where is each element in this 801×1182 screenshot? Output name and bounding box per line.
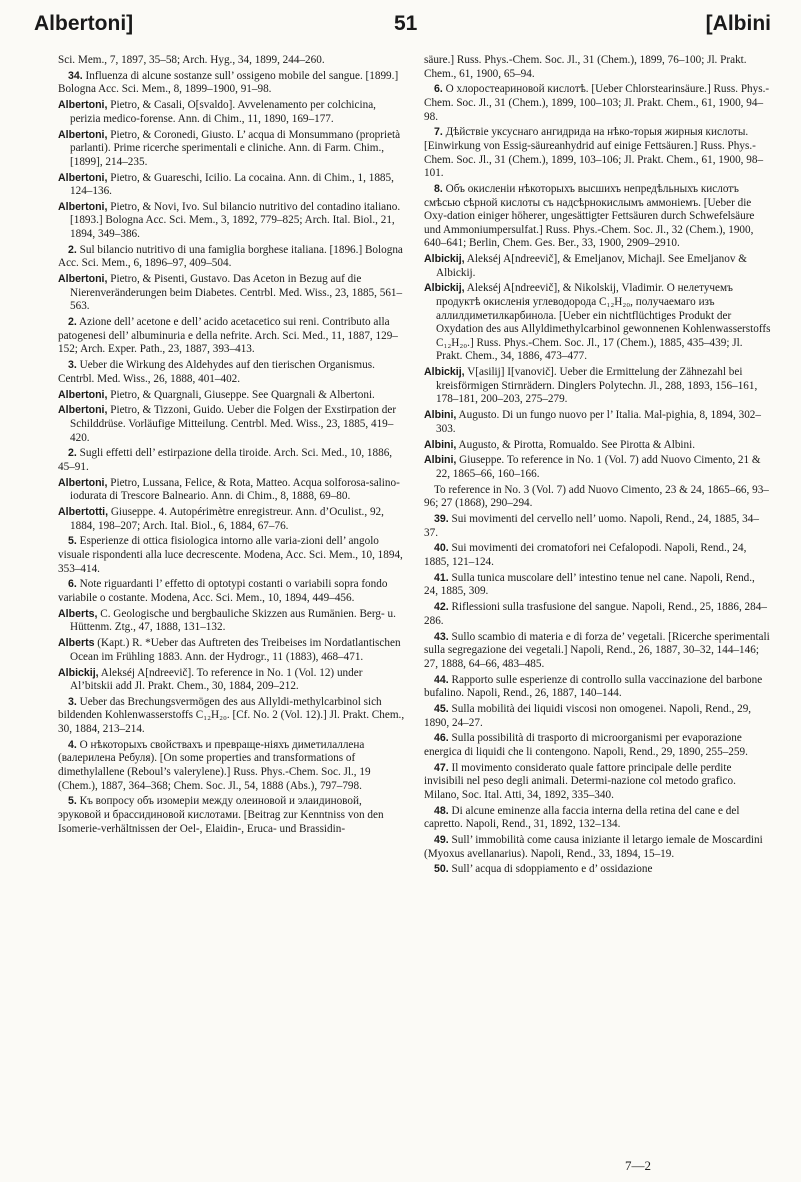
numbered-paper bbox=[424, 83, 771, 124]
bibliography-entry bbox=[58, 404, 405, 445]
author-name: Alberts bbox=[58, 637, 95, 650]
numbered-paper bbox=[58, 316, 405, 357]
entry-text: (Kapt.) R. *Ueber das Auftreten des Treibeises im Nordatlantischen Ocean im Frühling 1883. Ann. der Hydrogr., 11 (1883), 468–471. bbox=[70, 637, 401, 663]
paper-number: 46. bbox=[434, 732, 449, 745]
author-name: Albertoni, bbox=[58, 200, 108, 213]
paper-text: Sull’ immobilità come causa iniziante il letargo iemale de Moscardini (Myoxus avellanarius). Napoli, Rend., 33, 1894, 15–19. bbox=[424, 834, 763, 860]
paper-text: Rapporto sulle esperienze di controllo sulla vaccinazione del barbone bufalino. Napoli, Rend., 26, 1887, 140–144. bbox=[424, 673, 763, 700]
author-name: Albickij, bbox=[424, 282, 465, 295]
continued-text: säure.] Russ. Phys.-Chem. Soc. Jl., 31 (Chem.), 1899, 76–100; Jl. Prakt. Chem., 61, 1900, 65–94. bbox=[424, 54, 747, 80]
author-name: Albini, bbox=[424, 438, 457, 451]
paper-number: 5. bbox=[68, 795, 77, 808]
bibliography-entry bbox=[424, 454, 771, 481]
entry-text: Alekséj A[ndreevič]. To reference in No. 1 (Vol. 12) under Al’bitskii add Jl. Prakt. Chem., 30, 1884, 209–212. bbox=[70, 666, 363, 693]
paper-number: 42. bbox=[434, 601, 449, 614]
entry-text: Pietro, & Tizzoni, Guido. Ueber die Folgen der Exstirpation der Schilddrüse. Vorläufige Mitteilung. Centrbl. Med. Wiss., 23, 1885, 419–420. bbox=[70, 404, 397, 444]
paper-text: Sull’ acqua di sdoppiamento e d’ ossidazione bbox=[448, 863, 653, 876]
paper-number: 6. bbox=[434, 83, 443, 96]
paper-number: 3. bbox=[68, 359, 77, 372]
paper-number: 6. bbox=[68, 578, 77, 591]
paper-number: 47. bbox=[434, 761, 449, 774]
author-name: Albertoni, bbox=[58, 404, 108, 417]
header-left: Albertoni] bbox=[34, 12, 134, 35]
paper-text: Di alcune eminenze alla faccia interna della retina del cane e del capretto. Napoli, Rend., 31, 1892, 132–134. bbox=[424, 804, 740, 831]
paper-text: Influenza di alcune sostanze sull’ ossigeno mobile del sangue. [1899.] Bologna Acc. Sci. Mem., 8, 1899–1900, 91–98. bbox=[58, 69, 399, 96]
columns bbox=[58, 54, 771, 879]
numbered-paper bbox=[58, 578, 405, 605]
paper-number: 34. bbox=[68, 69, 83, 82]
numbered-paper bbox=[424, 183, 771, 251]
bibliography-entry bbox=[58, 389, 405, 403]
author-name: Albertoni, bbox=[58, 476, 108, 489]
bibliography-entry bbox=[58, 667, 405, 694]
numbered-paper bbox=[58, 696, 405, 737]
paper-number: 43. bbox=[434, 630, 449, 643]
bibliography-entry bbox=[424, 253, 771, 280]
signature-mark: 7—2 bbox=[625, 1158, 651, 1173]
entry-text: Pietro, & Casali, O[svaldo]. Avvelenamento per colchicina, perizia medico-forense. Ann. di Chim., 11, 1890, 169–177. bbox=[70, 99, 376, 125]
author-name: Albini, bbox=[424, 409, 457, 422]
paper-number: 40. bbox=[434, 542, 449, 555]
entry-text: Augusto. Di un fungo nuovo per l’ Italia. Mal-pighia, 8, 1894, 302–303. bbox=[436, 409, 761, 435]
paper-text: Riflessioni sulla trasfusione del sangue. Napoli, Rend., 25, 1886, 284–286. bbox=[424, 601, 767, 627]
bibliography-entry bbox=[58, 172, 405, 199]
bibliography-entry bbox=[58, 129, 405, 170]
paper-number: 39. bbox=[434, 513, 449, 526]
reference-note: To reference in No. 3 (Vol. 7) add Nuovo Cimento, 23 & 24, 1865–66, 93–96; 27 (1868), 290–294. bbox=[424, 483, 769, 510]
numbered-paper bbox=[424, 805, 771, 832]
entry-text: Alekséj A[ndreevič], & Nikolskij, Vladimir. О нелетучемъ продуктѣ окисленія углеводорода C₁₂H₂₀, получаемаго изъ аллилдиметилкарбинола. [Ueber ein nichtflüchtiges Produkt der Oxydation des aus Allyldimethylcarbinol gewonnenen Kohlenwasserstoffs C₁₂H₂₀.] Russ. Phys.-Chem. Soc. Jl., 17 (Chem.), 1885, 435–439; Jl. Prakt. Chem., 34, 1886, 473–477. bbox=[436, 282, 771, 363]
paper-number: 2. bbox=[68, 447, 77, 460]
entry-text: Augusto, & Pirotta, Romualdo. See Pirotta & Albini. bbox=[456, 438, 696, 451]
author-name: Albertoni, bbox=[58, 388, 108, 401]
paper-text: Sui movimenti dei cromatofori nei Cefalopodi. Napoli, Rend., 24, 1885, 121–124. bbox=[424, 542, 747, 569]
paper-number: 48. bbox=[434, 804, 449, 817]
bibliography-entry bbox=[58, 506, 405, 533]
author-name: Albickij, bbox=[424, 366, 465, 379]
paper-text: Объ окисленіи нѣкоторыхъ высшихъ непредѣльныхъ кислотъ смѣсью сѣрной кислоты съ надсѣрнокислымъ аммоніемъ. [Ueber die Oxy-dation einiger höherer, ungesättigter Fettsäuren durch Schwefelsäure und Ammoniumpersulfat.] Russ. Phys.-Chem. Soc. Jl., 32 (Chem.), 1900, 640–641; Berlin, Chem. Ges. Ber., 33, 1900, 2909–2910. bbox=[424, 182, 755, 250]
author-name: Albertoni, bbox=[58, 128, 108, 141]
author-name: Albickij, bbox=[58, 666, 99, 679]
paper-number: 2. bbox=[68, 243, 77, 256]
paper-text: Ueber das Brechungsvermögen des aus Allyldi-methylcarbinol sich bildenden Kohlenwasserstoffs C₁₂H₂₀. [Cf. No. 2 (Vol. 12).] Jl. Prakt. Chem., 30, 1884, 213–214. bbox=[58, 695, 405, 736]
author-name: Albertoni, bbox=[58, 273, 108, 286]
numbered-paper bbox=[424, 631, 771, 672]
entry-text: Giuseppe. To reference in No. 1 (Vol. 7) add Nuovo Cimento, 21 & 22, 1865–66, 160–166. bbox=[436, 454, 761, 480]
entry-text: Alekséj A[ndreevič], & Emeljanov, Michajl. See Emeljanov & Albickij. bbox=[436, 253, 747, 279]
running-header bbox=[34, 6, 771, 46]
paper-number: 2. bbox=[68, 316, 77, 329]
paper-number: 41. bbox=[434, 571, 449, 584]
numbered-paper bbox=[58, 795, 405, 836]
right-column bbox=[424, 54, 771, 879]
bibliography-entry bbox=[424, 439, 771, 453]
entry-text: Pietro, Lussana, Felice, & Rota, Matteo. Acqua solforosa-salino-iodurata di Trescore Balneario. Ann. di Chim., 8, 1888, 69–80. bbox=[70, 476, 400, 503]
paper-text: Il movimento considerato quale fattore principale delle perdite invisibili nel peso degli animali. Determi-nazione col metodo grafico. Milano, Soc. Ital. Atti, 34, 1892, 335–340. bbox=[424, 761, 736, 801]
bibliography-entry bbox=[58, 273, 405, 314]
bibliography-entry bbox=[58, 637, 405, 664]
author-name: Albertotti, bbox=[58, 506, 109, 519]
bibliography-entry bbox=[58, 99, 405, 126]
continued-text: Sci. Mem., 7, 1897, 35–58; Arch. Hyg., 34, 1899, 244–260. bbox=[58, 54, 325, 66]
entry-text: Giuseppe. 4. Autopérimètre enregistreur. Ann. d’Oculist., 92, 1884, 198–207; Arch. Ital. Biol., 6, 1884, 67–76. bbox=[70, 506, 384, 532]
numbered-paper bbox=[424, 513, 771, 540]
bibliography-entry bbox=[424, 366, 771, 407]
paper-number: 4. bbox=[68, 738, 77, 751]
bibliography-entry bbox=[58, 477, 405, 504]
bibliography-entry bbox=[58, 608, 405, 635]
paper-number: 3. bbox=[68, 695, 77, 708]
entry-text: Pietro, & Novi, Ivo. Sul bilancio nutritivo del contadino italiano. [1893.] Bologna Acc. Sci. Mem., 3, 1892, 779–825; Arch. Ital. Biol., 21, 1894, 349–386. bbox=[70, 200, 401, 241]
paper-text: Azione dell’ acetone e dell’ acido acetacetico sui reni. Contributo alla patogenesi dell’ albuminuria e della nefrite. Arch. Sci. Med., 11, 1887, 129–152; Arch. Exper. Path., 23, 1887, 393–413. bbox=[58, 316, 398, 356]
numbered-paper bbox=[424, 126, 771, 180]
left-column bbox=[58, 54, 405, 879]
numbered-paper bbox=[424, 572, 771, 599]
paper-text: Sullo scambio di materia e di forza de’ vegetali. [Ricerche sperimentali sulla segregazione dei vegetali.] Napoli, Rend., 26, 1887, 30–32, 144–146; 27, 1888, 64–66, 483–485. bbox=[424, 630, 770, 670]
entry-text: C. Geologische und bergbauliche Skizzen aus Rumänien. Berg- u. Hüttenm. Ztg., 47, 1888, 131–132. bbox=[70, 607, 396, 634]
author-name: Albickij, bbox=[424, 253, 465, 266]
paper-text: Esperienze di ottica fisiologica intorno alle varia-zioni dell’ angolo visuale rispondenti alla luce decrescente. Modena, Acc. Sci. Mem., 10, 1894, 353–414. bbox=[58, 535, 403, 575]
paper-text: Note riguardanti l’ effetto di optotypi costanti o variabili sopra fondo variabile o costante. Modena, Acc. Sci. Mem., 10, 1894, 449–456. bbox=[58, 578, 388, 604]
entry-text: Pietro, & Coronedi, Giusto. L’ acqua di Monsummano (proprietà parlanti). Prime ricerche sperimentali e cliniche. Ann. di Farm. Chim., [1899], 214–235. bbox=[70, 128, 401, 168]
header-right: [Albini bbox=[705, 12, 771, 35]
paper-number: 50. bbox=[434, 863, 449, 876]
paper-text: Ueber die Wirkung des Aldehydes auf den tierischen Organismus. Centrbl. Med. Wiss., 26, 1888, 401–402. bbox=[58, 359, 375, 385]
author-name: Albertoni, bbox=[58, 99, 108, 112]
numbered-paper bbox=[424, 762, 771, 803]
author-name: Albini, bbox=[424, 454, 457, 467]
numbered-paper bbox=[58, 535, 405, 576]
entry-text: Pietro, & Pisenti, Gustavo. Das Aceton in Bezug auf die Nierenveränderungen beim Diabetes. Centrbl. Med. Wiss., 23, 1885, 561–563. bbox=[70, 273, 403, 313]
paper-text: Sugli effetti dell’ estirpazione della tiroide. Arch. Sci. Med., 10, 1886, 45–91. bbox=[58, 447, 393, 473]
author-name: Alberts, bbox=[58, 607, 98, 620]
paper-text: Дѣйствіе уксуснаго ангидрида на нѣко-торыя жирныя кислоты. [Einwirkung von Essig-säureanhydrid auf einige Fettsäuren.] Russ. Phys.-Chem. Soc. Jl., 31 (Chem.), 1899, 103–106; Jl. Prakt. Chem., 61, 1900, 98–101. bbox=[424, 126, 764, 180]
entry-text: Pietro, & Quargnali, Giuseppe. See Quargnali & Albertoni. bbox=[107, 388, 375, 401]
paper-text: Sulla mobilità dei liquidi viscosi non omogenei. Napoli, Rend., 29, 1890, 24–27. bbox=[424, 702, 752, 729]
paper-number: 5. bbox=[68, 535, 77, 548]
entry-text: Pietro, & Guareschi, Icilio. La cocaina. Ann. di Chim., 1, 1885, 124–136. bbox=[70, 171, 394, 198]
paper-number: 49. bbox=[434, 834, 449, 846]
numbered-paper bbox=[424, 834, 771, 861]
page-number: 51 bbox=[394, 12, 418, 35]
numbered-paper bbox=[58, 739, 405, 793]
numbered-paper bbox=[424, 732, 771, 759]
bibliography-entry bbox=[424, 409, 771, 436]
paper-text: Sulla possibilità di trasporto di microorganismi per evaporazione energica di liquidi che li contengono. Napoli, Rend., 29, 1890, 255–259. bbox=[424, 732, 748, 758]
bibliography-entry bbox=[58, 201, 405, 242]
paper-number: 45. bbox=[434, 702, 449, 715]
numbered-paper bbox=[424, 703, 771, 730]
numbered-paper bbox=[424, 674, 771, 701]
numbered-paper bbox=[424, 601, 771, 628]
paper-number: 44. bbox=[434, 673, 449, 686]
paper-text: Къ вопросу объ изомеріи между олеиновой и элаидиновой, эруковой и брассидиновой кислотами. [Beitrag zur Kenntniss von den Isomerie-verhältnissen der Oel-, Elaidin-, Eruca- und Brassidin- bbox=[58, 795, 384, 835]
numbered-paper bbox=[58, 359, 405, 386]
bibliography-entry bbox=[424, 282, 771, 364]
numbered-paper bbox=[424, 863, 771, 877]
paper-number: 7. bbox=[434, 126, 443, 139]
paper-text: Sui movimenti del cervello nell’ uomo. Napoli, Rend., 24, 1885, 34–37. bbox=[424, 513, 759, 539]
entry-text: V[asilij] I[vanovič]. Ueber die Ermittelung der Zähnezahl bei kreisförmigen Stirnrädern. Dinglers Polytechn. Jl., 288, 1893, 156–161, 178–181, 200–203, 275–279. bbox=[436, 366, 758, 406]
numbered-paper bbox=[58, 70, 405, 97]
numbered-paper bbox=[424, 542, 771, 569]
paper-number: 8. bbox=[434, 182, 443, 195]
paper-text: Sulla tunica muscolare dell’ intestino tenue nel cane. Napoli, Rend., 24, 1885, 309. bbox=[424, 571, 755, 598]
numbered-paper bbox=[58, 447, 405, 474]
paper-text: О хлоростеариновой кислотѣ. [Ueber Chlorstearinsäure.] Russ. Phys.-Chem. Soc. Jl., 31 (Chem.), 1899, 100–103; Jl. Prakt. Chem., 61, 1900, 94–98. bbox=[424, 83, 770, 123]
paper-text: Sul bilancio nutritivo di una famiglia borghese italiana. [1896.] Bologna Acc. Sci. Mem., 6, 1896–97, 409–504. bbox=[58, 243, 403, 270]
paper-text: О нѣкоторыхъ свойствахъ и превраще-ніяхъ диметилаллена (валериленa Ребуля). [On some properties and transformations of dimethylallene (Reboul’s valerylene).] Russ. Phys.-Chem. Soc. Jl., 19 (Chem.), 1887, 364–368; Chem. Soc. Jl., 54, 1888 (Abs.), 797–798. bbox=[58, 738, 371, 792]
author-name: Albertoni, bbox=[58, 171, 108, 184]
numbered-paper bbox=[58, 244, 405, 271]
